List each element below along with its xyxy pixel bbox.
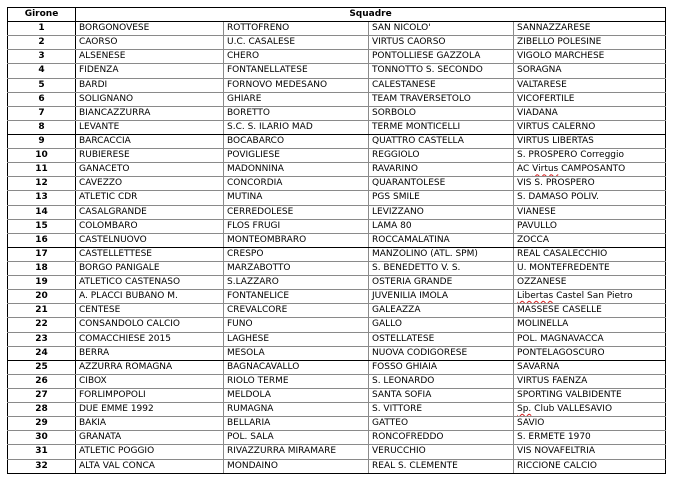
- team-cell: BERRA: [76, 346, 224, 360]
- team-cell: GHIARE: [224, 92, 369, 106]
- team-cell: SAVARNA: [514, 360, 666, 374]
- team-cell: A. PLACCI BUBANO M.: [76, 290, 224, 304]
- team-cell: BOCABARCO: [224, 134, 369, 148]
- team-cell: CHERO: [224, 50, 369, 64]
- team-cell: VIRTUS CALERNO: [514, 120, 666, 134]
- team-cell: VALTARESE: [514, 78, 666, 92]
- girone-number: 32: [8, 459, 76, 473]
- team-cell: VERUCCHIO: [369, 445, 514, 459]
- table-row: [8, 163, 666, 177]
- team-cell: OSTERIA GRANDE: [369, 276, 514, 290]
- table-row: [8, 459, 666, 473]
- table-row: [8, 332, 666, 346]
- team-cell: FOSSO GHIAIA: [369, 360, 514, 374]
- header-row: [8, 8, 666, 22]
- table-row: [8, 177, 666, 191]
- table-row: [8, 403, 666, 417]
- table-row: [8, 50, 666, 64]
- team-cell: RUBIERESE: [76, 149, 224, 163]
- squadre-header: Squadre: [76, 8, 666, 22]
- girone-number: 16: [8, 233, 76, 247]
- team-cell: QUARANTOLESE: [369, 177, 514, 191]
- team-cell: POVIGLIESE: [224, 149, 369, 163]
- team-cell: VIRTUS LIBERTAS: [514, 134, 666, 148]
- team-cell: RIOLO TERME: [224, 374, 369, 388]
- team-cell: LEVIZZANO: [369, 205, 514, 219]
- team-cell: REGGIOLO: [369, 149, 514, 163]
- team-cell: SAVIO: [514, 417, 666, 431]
- girone-number: 24: [8, 346, 76, 360]
- team-cell: S. BENEDETTO V. S.: [369, 261, 514, 275]
- team-cell: GALLO: [369, 318, 514, 332]
- team-cell: JUVENILIA IMOLA: [369, 290, 514, 304]
- spellcheck-underline: Libertas: [517, 291, 554, 302]
- team-cell: PGS SMILE: [369, 191, 514, 205]
- team-cell: SANTA SOFIA: [369, 388, 514, 402]
- team-cell: MELDOLA: [224, 388, 369, 402]
- girone-number: 5: [8, 78, 76, 92]
- table-row: [8, 388, 666, 402]
- team-cell: MOLINELLA: [514, 318, 666, 332]
- table-row: [8, 64, 666, 78]
- team-cell: CASTELLETTESE: [76, 247, 224, 261]
- team-cell: FORLIMPOPOLI: [76, 388, 224, 402]
- gironi-table: [7, 7, 666, 474]
- team-cell: PONTOLLIESE GAZZOLA: [369, 50, 514, 64]
- team-cell: COLOMBARO: [76, 219, 224, 233]
- team-cell: SOLIGNANO: [76, 92, 224, 106]
- team-cell: MANZOLINO (ATL. SPM): [369, 247, 514, 261]
- team-cell: RONCOFREDDO: [369, 431, 514, 445]
- table-row: [8, 247, 666, 261]
- team-cell: LEVANTE: [76, 120, 224, 134]
- spellcheck-underline: Virtus: [532, 164, 559, 175]
- team-cell: CIBOX: [76, 374, 224, 388]
- team-cell: U. MONTEFREDENTE: [514, 261, 666, 275]
- girone-number: 7: [8, 106, 76, 120]
- team-cell: CONSANDOLO CALCIO: [76, 318, 224, 332]
- team-cell: MADONNINA: [224, 163, 369, 177]
- team-cell: BAKIA: [76, 417, 224, 431]
- girone-number: 29: [8, 417, 76, 431]
- girone-number: 28: [8, 403, 76, 417]
- team-cell: S. DAMASO POLIV.: [514, 191, 666, 205]
- girone-number: 2: [8, 36, 76, 50]
- table-row: [8, 106, 666, 120]
- team-cell: MONTEOMBRARO: [224, 233, 369, 247]
- team-cell: BARDI: [76, 78, 224, 92]
- table-row: [8, 346, 666, 360]
- team-cell: SORAGNA: [514, 64, 666, 78]
- girone-number: 9: [8, 134, 76, 148]
- team-cell: LAMA 80: [369, 219, 514, 233]
- table-row: [8, 134, 666, 148]
- team-cell: S. PROSPERO Correggio: [514, 149, 666, 163]
- girone-number: 15: [8, 219, 76, 233]
- team-cell: VICOFERTILE: [514, 92, 666, 106]
- girone-number: 31: [8, 445, 76, 459]
- team-cell: ROCCAMALATINA: [369, 233, 514, 247]
- girone-number: 30: [8, 431, 76, 445]
- team-cell: SAN NICOLO': [369, 22, 514, 36]
- team-cell: FORNOVO MEDESANO: [224, 78, 369, 92]
- team-cell: VIRTUS CAORSO: [369, 36, 514, 50]
- team-cell: SORBOLO: [369, 106, 514, 120]
- team-cell: CALESTANESE: [369, 78, 514, 92]
- team-cell: ALTA VAL CONCA: [76, 459, 224, 473]
- team-cell: PAVULLO: [514, 219, 666, 233]
- team-cell: GATTEO: [369, 417, 514, 431]
- team-cell: TEAM TRAVERSETOLO: [369, 92, 514, 106]
- team-cell: S.C. S. ILARIO MAD: [224, 120, 369, 134]
- team-cell: U.C. CASALESE: [224, 36, 369, 50]
- team-cell: S.LAZZARO: [224, 276, 369, 290]
- girone-number: 8: [8, 120, 76, 134]
- team-cell: ATLETICO CASTENASO: [76, 276, 224, 290]
- team-cell: CRESPO: [224, 247, 369, 261]
- team-cell: CASALGRANDE: [76, 205, 224, 219]
- girone-number: 26: [8, 374, 76, 388]
- table-row: [8, 149, 666, 163]
- table-row: [8, 205, 666, 219]
- team-cell: ATLETIC POGGIO: [76, 445, 224, 459]
- girone-number: 10: [8, 149, 76, 163]
- team-cell: RIVAZZURRA MIRAMARE: [224, 445, 369, 459]
- table-row: [8, 318, 666, 332]
- table-row: [8, 417, 666, 431]
- table-row: [8, 36, 666, 50]
- team-cell: BELLARIA: [224, 417, 369, 431]
- girone-number: 13: [8, 191, 76, 205]
- team-cell: SPORTING VALBIDENTE: [514, 388, 666, 402]
- team-cell: COMACCHIESE 2015: [76, 332, 224, 346]
- team-cell: FONTANELICE: [224, 290, 369, 304]
- team-cell: PONTELAGOSCURO: [514, 346, 666, 360]
- table-row: [8, 233, 666, 247]
- table-row: [8, 445, 666, 459]
- team-cell: OSTELLATESE: [369, 332, 514, 346]
- team-cell: RUMAGNA: [224, 403, 369, 417]
- table-row: [8, 191, 666, 205]
- girone-number: 4: [8, 64, 76, 78]
- table-row: [8, 78, 666, 92]
- table-row: [8, 261, 666, 275]
- team-cell: S. ERMETE 1970: [514, 431, 666, 445]
- team-cell: BORETTO: [224, 106, 369, 120]
- girone-number: 23: [8, 332, 76, 346]
- team-cell: NUOVA CODIGORESE: [369, 346, 514, 360]
- team-cell: BARCACCIA: [76, 134, 224, 148]
- team-cell: QUATTRO CASTELLA: [369, 134, 514, 148]
- team-cell: DUE EMME 1992: [76, 403, 224, 417]
- team-cell: BAGNACAVALLO: [224, 360, 369, 374]
- team-cell: TONNOTTO S. SECONDO: [369, 64, 514, 78]
- girone-number: 12: [8, 177, 76, 191]
- girone-number: 1: [8, 22, 76, 36]
- team-cell: CERREDOLESE: [224, 205, 369, 219]
- team-cell: ATLETIC CDR: [76, 191, 224, 205]
- team-cell: ROTTOFRENO: [224, 22, 369, 36]
- team-cell: CENTESE: [76, 304, 224, 318]
- team-cell: ZOCCA: [514, 233, 666, 247]
- team-cell: CONCORDIA: [224, 177, 369, 191]
- team-cell: S. VITTORE: [369, 403, 514, 417]
- table-row: [8, 304, 666, 318]
- team-cell: CASTELNUOVO: [76, 233, 224, 247]
- girone-number: 3: [8, 50, 76, 64]
- girone-number: 17: [8, 247, 76, 261]
- girone-number: 22: [8, 318, 76, 332]
- team-cell: REAL CASALECCHIO: [514, 247, 666, 261]
- team-cell: GANACETO: [76, 163, 224, 177]
- team-cell: BORGO PANIGALE: [76, 261, 224, 275]
- table-row: [8, 22, 666, 36]
- team-cell: FONTANELLATESE: [224, 64, 369, 78]
- team-cell: AC Virtus CAMPOSANTO: [514, 163, 666, 177]
- girone-number: 18: [8, 261, 76, 275]
- team-cell: OZZANESE: [514, 276, 666, 290]
- team-cell: ZIBELLO POLESINE: [514, 36, 666, 50]
- team-cell: VIS S. PROSPERO: [514, 177, 666, 191]
- team-cell: RAVARINO: [369, 163, 514, 177]
- team-cell: CAVEZZO: [76, 177, 224, 191]
- team-cell: MASSESE CASELLE: [514, 304, 666, 318]
- team-cell: MUTINA: [224, 191, 369, 205]
- team-cell: BIANCAZZURRA: [76, 106, 224, 120]
- team-cell: BORGONOVESE: [76, 22, 224, 36]
- team-cell: RICCIONE CALCIO: [514, 459, 666, 473]
- team-cell: S. LEONARDO: [369, 374, 514, 388]
- team-cell: SANNAZZARESE: [514, 22, 666, 36]
- table-row: [8, 374, 666, 388]
- team-cell: LAGHESE: [224, 332, 369, 346]
- team-cell: FUNO: [224, 318, 369, 332]
- team-cell: Libertas Castel San Pietro: [514, 290, 666, 304]
- team-cell: VIANESE: [514, 205, 666, 219]
- girone-number: 6: [8, 92, 76, 106]
- girone-number: 21: [8, 304, 76, 318]
- table-row: [8, 290, 666, 304]
- team-cell: TERME MONTICELLI: [369, 120, 514, 134]
- girone-number: 27: [8, 388, 76, 402]
- girone-number: 20: [8, 290, 76, 304]
- team-cell: POL. MAGNAVACCA: [514, 332, 666, 346]
- team-cell: MONDAINO: [224, 459, 369, 473]
- team-cell: GALEAZZA: [369, 304, 514, 318]
- team-cell: POL. SALA: [224, 431, 369, 445]
- team-cell: Sp. Club VALLESAVIO: [514, 403, 666, 417]
- table-row: [8, 120, 666, 134]
- team-cell: CAORSO: [76, 36, 224, 50]
- team-cell: MESOLA: [224, 346, 369, 360]
- table-row: [8, 219, 666, 233]
- spellcheck-underline: Sp.: [517, 404, 532, 415]
- girone-number: 19: [8, 276, 76, 290]
- team-cell: AZZURRA ROMAGNA: [76, 360, 224, 374]
- team-cell: CREVALCORE: [224, 304, 369, 318]
- girone-number: 14: [8, 205, 76, 219]
- team-cell: FLOS FRUGI: [224, 219, 369, 233]
- table-body: [8, 22, 666, 474]
- team-cell: REAL S. CLEMENTE: [369, 459, 514, 473]
- team-cell: FIDENZA: [76, 64, 224, 78]
- team-cell: VIGOLO MARCHESE: [514, 50, 666, 64]
- girone-header: Girone: [8, 8, 76, 22]
- team-cell: MARZABOTTO: [224, 261, 369, 275]
- table-row: [8, 92, 666, 106]
- girone-number: 25: [8, 360, 76, 374]
- team-cell: VIS NOVAFELTRIA: [514, 445, 666, 459]
- team-cell: VIADANA: [514, 106, 666, 120]
- team-cell: GRANATA: [76, 431, 224, 445]
- team-cell: VIRTUS FAENZA: [514, 374, 666, 388]
- table-row: [8, 431, 666, 445]
- table-row: [8, 360, 666, 374]
- team-cell: ALSENESE: [76, 50, 224, 64]
- table-row: [8, 276, 666, 290]
- girone-number: 11: [8, 163, 76, 177]
